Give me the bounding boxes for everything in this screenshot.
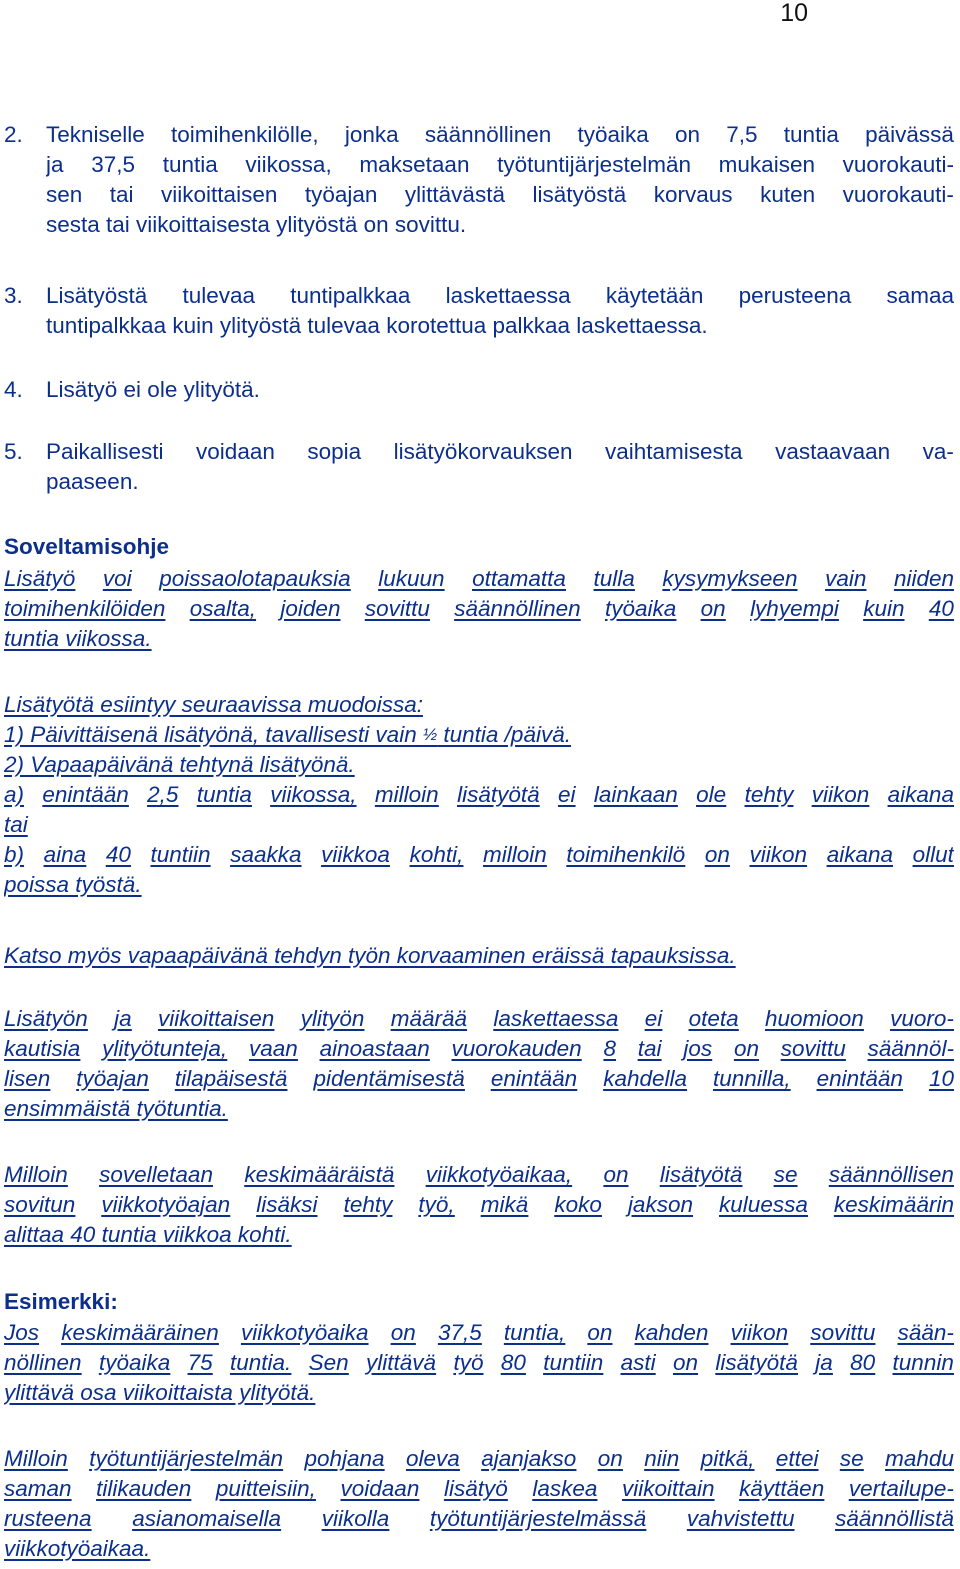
paragraph-lisatyon <box>4 1004 954 1124</box>
text-line: lisen työajan tilapäisestä pidentämisestä enintään kahdella tunnilla, enintään 10 <box>4 1066 954 1091</box>
text-line: saman tilikauden puitteisiin, voidaan lisätyö laskea viikoittain käyttäen vertailupe- <box>4 1476 954 1501</box>
text-line: Lisätyön ja viikoittaisen ylityön määrää laskettaessa ei oteta huomioon vuoro- <box>4 1006 954 1031</box>
text-line: Jos keskimääräinen viikkotyöaika on 37,5 tuntia, on kahden viikon sovittu sään- <box>4 1320 954 1345</box>
text-line: viikkotyöaikaa. <box>4 1536 151 1561</box>
text-line: sovitun viikkotyöajan lisäksi tehty työ, mikä koko jakson kuluessa keskimäärin <box>4 1192 954 1217</box>
example-heading: Esimerkki: <box>4 1289 118 1314</box>
item-line: ja 37,5 tuntia viikossa, maksetaan työtuntijärjestelmän mukaisen vuorokauti- <box>46 152 954 177</box>
text-line: ensimmäistä työtuntia. <box>4 1096 228 1121</box>
item-line: Lisätyöstä tulevaa tuntipalkkaa laskettaessa käytetään perusteena samaa <box>46 283 954 308</box>
item-line: Lisätyö ei ole ylityötä. <box>46 377 260 402</box>
paragraph <box>4 564 954 654</box>
text-line: Katso myös vapaapäivänä tehdyn työn korvaaminen eräissä tapauksissa. <box>4 943 736 968</box>
text-line: Milloin sovelletaan keskimääräistä viikkotyöaikaa, on lisätyötä se säännöllisen <box>4 1162 954 1187</box>
item-number: 5. <box>4 439 23 464</box>
form-2: 2) Vapaapäivänä tehtynä lisätyönä. <box>4 752 355 777</box>
text-line: tuntia viikossa. <box>4 626 152 651</box>
item-line: paaseen. <box>46 469 139 494</box>
section-heading: Soveltamisohje <box>4 534 170 559</box>
text-line: Lisätyö voi poissaolotapauksia lukuun ottamatta tulla kysymykseen vain niiden <box>4 566 954 591</box>
form-1-text-a: 1) Päivittäisenä lisätyönä, tavallisesti vain <box>4 722 423 747</box>
form-2a-line: tai <box>4 812 28 837</box>
forms-list <box>4 690 954 900</box>
item-line: sen tai viikoittaisen työajan ylittävästä lisätyöstä korvaus kuten vuorokauti- <box>46 182 954 207</box>
paragraph-last <box>4 1444 954 1564</box>
example-text <box>4 1318 954 1408</box>
paragraph-milloin <box>4 1160 954 1250</box>
text-line: rusteena asianomaisella viikolla työtuntijärjestelmässä vahvistettu säännöllistä <box>4 1506 954 1531</box>
form-1-text-b: tuntia /päivä. <box>437 722 571 747</box>
text-line: ylittävä osa viikoittaista ylityötä. <box>4 1380 316 1405</box>
item-number: 4. <box>4 377 23 402</box>
text-line: nöllinen työaika 75 tuntia. Sen ylittävä työ 80 tuntiin asti on lisätyötä ja 80 tunnin <box>4 1350 954 1375</box>
item-line: Tekniselle toimihenkilölle, jonka säännöllinen työaika on 7,5 tuntia päivässä <box>46 122 954 147</box>
form-1 <box>4 720 954 750</box>
text-line: toimihenkilöiden osalta, joiden sovittu säännöllinen työaika on lyhyempi kuin 40 <box>4 596 954 621</box>
form-2b-line: b) aina 40 tuntiin saakka viikkoa kohti, milloin toimihenkilö on viikon aikana ollut <box>4 842 954 867</box>
forms-intro: Lisätyötä esiintyy seuraavissa muodoissa: <box>4 692 423 717</box>
text-line: alittaa 40 tuntia viikkoa kohti. <box>4 1222 292 1247</box>
see-also <box>4 941 954 971</box>
form-2b-line: poissa työstä. <box>4 872 142 897</box>
item-line: sesta tai viikoittaisesta ylityöstä on sovittu. <box>46 212 467 237</box>
item-number: 2. <box>4 122 23 147</box>
one-half-glyph: ½ <box>422 725 438 744</box>
item-number: 3. <box>4 283 23 308</box>
form-2a-line: a) enintään 2,5 tuntia viikossa, milloin lisätyötä ei lainkaan ole tehty viikon aikana <box>4 782 954 807</box>
text-line: kautisia ylityötunteja, vaan ainoastaan vuorokauden 8 tai jos on sovittu säännöl- <box>4 1036 954 1061</box>
item-line: Paikallisesti voidaan sopia lisätyökorvauksen vaihtamisesta vastaavaan va- <box>46 439 954 464</box>
text-line: Milloin työtuntijärjestelmän pohjana oleva ajanjakso on niin pitkä, ettei se mahdu <box>4 1446 954 1471</box>
page-number: 10 <box>780 0 808 27</box>
item-line: tuntipalkkaa kuin ylityöstä tulevaa korotettua palkkaa laskettaessa. <box>46 313 708 338</box>
